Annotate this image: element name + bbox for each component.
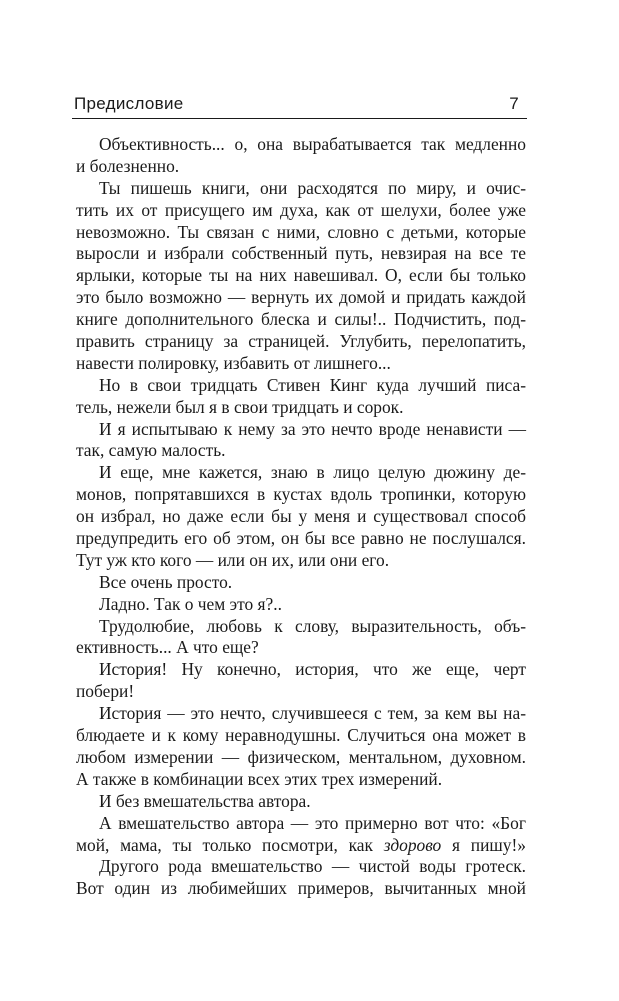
- text-line: невозможно. Ты связан с ними, словно с детьми, которые: [76, 221, 526, 242]
- chapter-title: Предисловие: [74, 94, 184, 113]
- text-line: побери!: [76, 681, 135, 702]
- emphasis: здорово: [383, 834, 442, 855]
- text-line: любом измерении — физическом, ментальном, духовном.: [76, 746, 526, 767]
- text-line: он избрал, но даже если бы у меня и существовал способ: [76, 506, 526, 527]
- text-line: блюдаете и к кому неравнодушны. Случиться она может в: [76, 725, 526, 746]
- text-line: И еще, мне кажется, знаю в лицо целую дюжину де-: [99, 462, 526, 483]
- text-line: И без вмешательства автора.: [99, 790, 311, 811]
- text-line: книге дополнительного блеска и силы!.. Подчистить, под-: [76, 309, 526, 330]
- text-line: Тут уж кто кого — или он их, или они его.: [76, 549, 390, 570]
- text-line: История — это нечто, случившееся с тем, за кем вы на-: [99, 703, 526, 724]
- text-line: Вот один из любимейших примеров, вычитанных мной: [76, 878, 526, 899]
- text-line: так, самую малость.: [76, 440, 226, 461]
- text-line: тель, нежели был я в свои тридцать и сорок.: [76, 396, 404, 417]
- body-text: [76, 134, 526, 900]
- text-line: выросли и избрали собственный путь, невзирая на все те: [76, 243, 526, 264]
- text-line: и болезненно.: [76, 155, 180, 176]
- text-line: монов, попрятавшихся в кустах вдоль тропинки, которую: [76, 484, 526, 505]
- text-line: Но в свои тридцать Стивен Кинг куда лучший писа-: [99, 374, 526, 395]
- text-line: Ты пишешь книги, они расходятся по миру, и очис-: [99, 177, 526, 198]
- header-rule: [72, 118, 527, 119]
- text-line: А также в комбинации всех этих трех измерений.: [76, 768, 443, 789]
- text-line: Все очень просто.: [99, 571, 233, 592]
- text-line: Другого рода вмешательство — чистой воды гротеск.: [99, 856, 526, 877]
- page-number: 7: [509, 94, 519, 113]
- text-line: И я испытываю к нему за это нечто вроде ненависти —: [99, 418, 526, 439]
- text-line: ективность... А что еще?: [76, 637, 259, 658]
- text-line: История! Ну конечно, история, что же еще, черт: [99, 659, 526, 680]
- text-line: Трудолюбие, любовь к слову, выразительность, объ-: [99, 615, 526, 636]
- text-line: править страницу за страницей. Углубить, перелопатить,: [76, 331, 526, 352]
- text-line: А вмешательство автора — это примерно вот что: «Бог: [99, 812, 526, 833]
- text-line: предупредить его об этом, он бы все равно не послушался.: [76, 528, 526, 549]
- text-line: Ладно. Так о чем это я?..: [99, 593, 282, 614]
- text-line: навести полировку, избавить от лишнего...: [76, 352, 391, 373]
- text-line: мой, мама, ты только посмотри, как здорово я пишу!»: [76, 834, 526, 855]
- text-line: ярлыки, которые ты на них навешивал. О, если бы только: [76, 265, 526, 286]
- text-line: тить их от присущего им духа, как от шелухи, более уже: [76, 199, 526, 220]
- text-line: Объективность... о, она вырабатывается так медленно: [99, 134, 526, 154]
- running-head: [74, 94, 525, 118]
- text-line: это было возможно — вернуть их домой и придать каждой: [76, 287, 526, 308]
